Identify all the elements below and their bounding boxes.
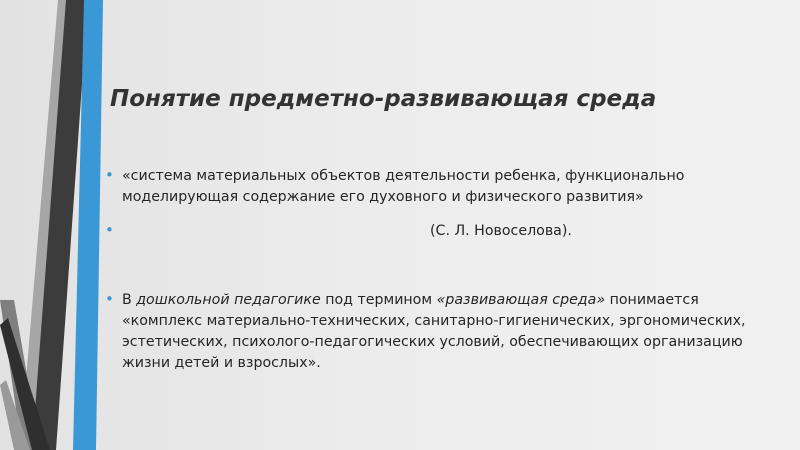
para2-rest: понимается «комплекс материально-технических, санитарно-гигиенических, эргономических, эстетических, психолого-педагогических условий, обеспечивающих организацию жизни детей и взрослых». [122, 292, 746, 371]
bullet-icon: • [105, 290, 114, 308]
author-citation: (С. Л. Новоселова). [430, 223, 572, 239]
environment-paragraph [105, 290, 782, 374]
definition-text: «система материальных объектов деятельности ребенка, функционально моделирующая содержание его духовного и физического развития» [122, 168, 685, 205]
bullet-icon: • [105, 221, 114, 239]
para2-middle: под термином [320, 292, 437, 308]
term-preschool-pedagogy: дошкольной педагогике [136, 292, 321, 308]
slide-title: Понятие предметно-развивающая среда [110, 86, 657, 112]
bullet-icon: • [105, 166, 114, 184]
term-developing-environment: «развивающая среда» [436, 292, 606, 308]
definition-paragraph [105, 166, 782, 208]
para2-prefix: В [122, 292, 137, 308]
